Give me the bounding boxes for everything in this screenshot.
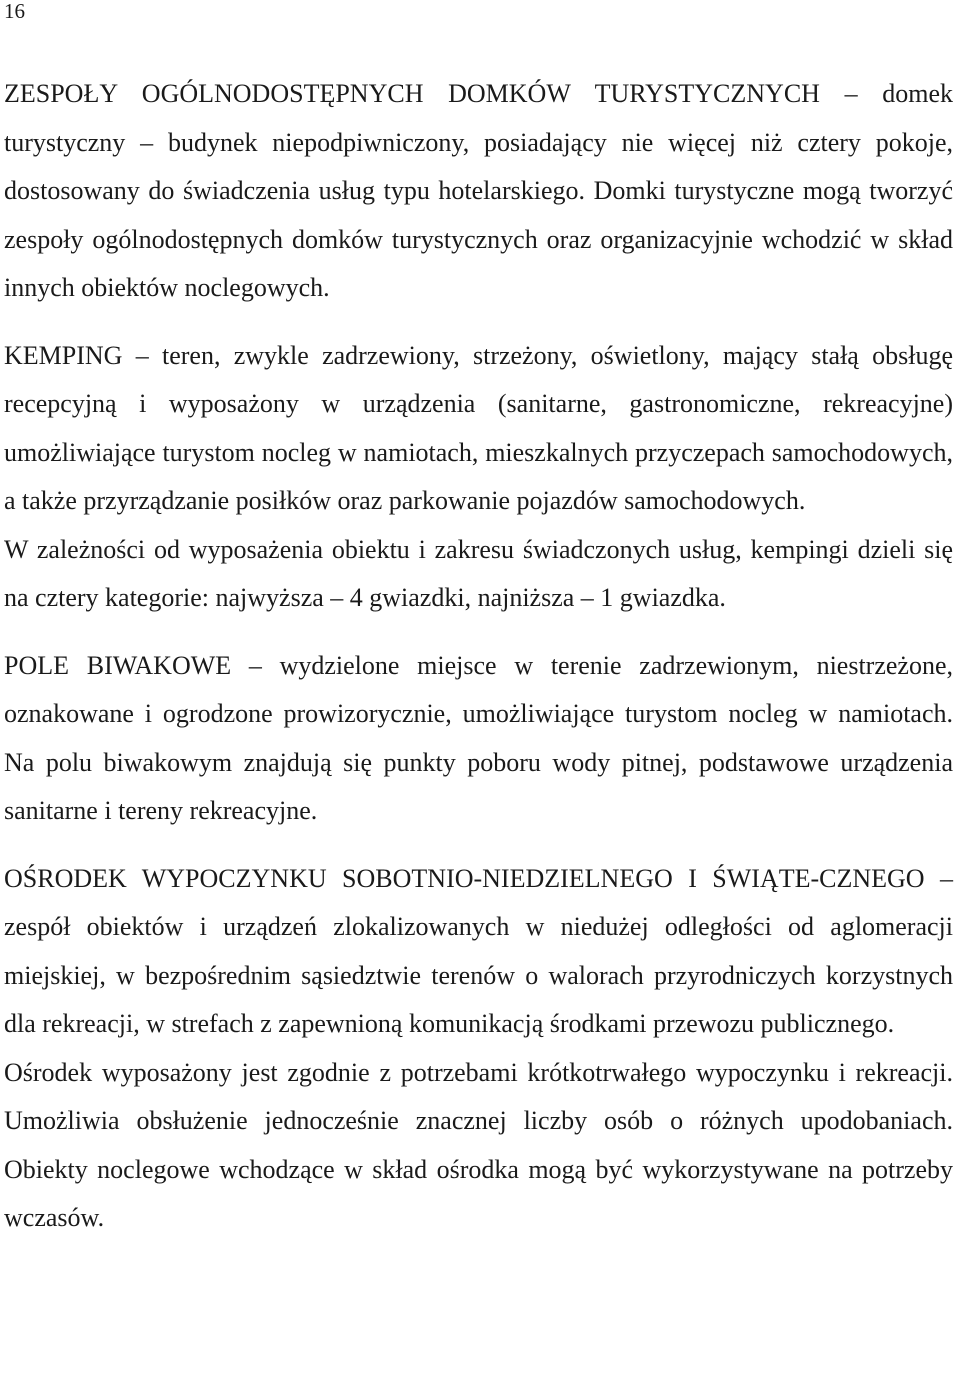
document-body (4, 70, 953, 1243)
paragraph-osrodek-wypoczynku: OŚRODEK WYPOCZYNKU SOBOTNIO-NIEDZIELNEGO I ŚWIĄTE-CZNEGO – zespół obiektów i urządzeń zlokalizowanych w niedużej odległości od aglomeracji miejskiej, w bezpośrednim sąsiedztwie terenów o walorach przyrodniczych korzystnych dla rekreacji, w strefach z zapewnioną komunikacją środkami przewozu publicznego. (4, 863, 953, 1038)
page-number: 16 (4, 0, 25, 23)
paragraph-kemping: KEMPING – teren, zwykle zadrzewiony, strzeżony, oświetlony, mający stałą obsługę recepcyjną i wyposażony w urządzenia (sanitarne, gastronomiczne, rekreacyjne) umożliwiające turystom nocleg w namiotach, mieszkalnych przyczepach samochodowych, a także przyrządzanie posiłków oraz parkowanie pojazdów samochodowych. (4, 340, 953, 515)
paragraph-osrodek-wyposazenie: Ośrodek wyposażony jest zgodnie z potrzebami krótkotrwałego wypoczynku i rekreacji. Umożliwia obsłużenie jednocześnie znacznej liczby osób o różnych upodobaniach. Obiekty noclegowe wchodzące w skład ośrodka mogą być wykorzystywane na potrzeby wczasów. (4, 1057, 953, 1232)
paragraph-domki-turystyczne: ZESPOŁY OGÓLNODOSTĘPNYCH DOMKÓW TURYSTYCZNYCH – domek turystyczny – budynek niepodpiwniczony, posiadający nie więcej niż cztery pokoje, dostosowany do świadczenia usług typu hotelarskiego. Domki turystyczne mogą tworzyć zespoły ogólnodostępnych domków turystycznych oraz organizacyjnie wchodzić w skład innych obiektów noclegowych. (4, 79, 953, 302)
paragraph-kemping-kategorie: W zależności od wyposażenia obiektu i zakresu świadczonych usług, kempingi dzieli się na cztery kategorie: najwyższa – 4 gwiazdki, najniższa – 1 gwiazdka. (4, 534, 953, 612)
paragraph-pole-biwakowe: POLE BIWAKOWE – wydzielone miejsce w terenie zadrzewionym, niestrzeżone, oznakowane i ogrodzone prowizorycznie, umożliwiające turystom nocleg w namiotach. Na polu biwakowym znajdują się punkty poboru wody pitnej, podstawowe urządzenia sanitarne i tereny rekreacyjne. (4, 650, 953, 825)
